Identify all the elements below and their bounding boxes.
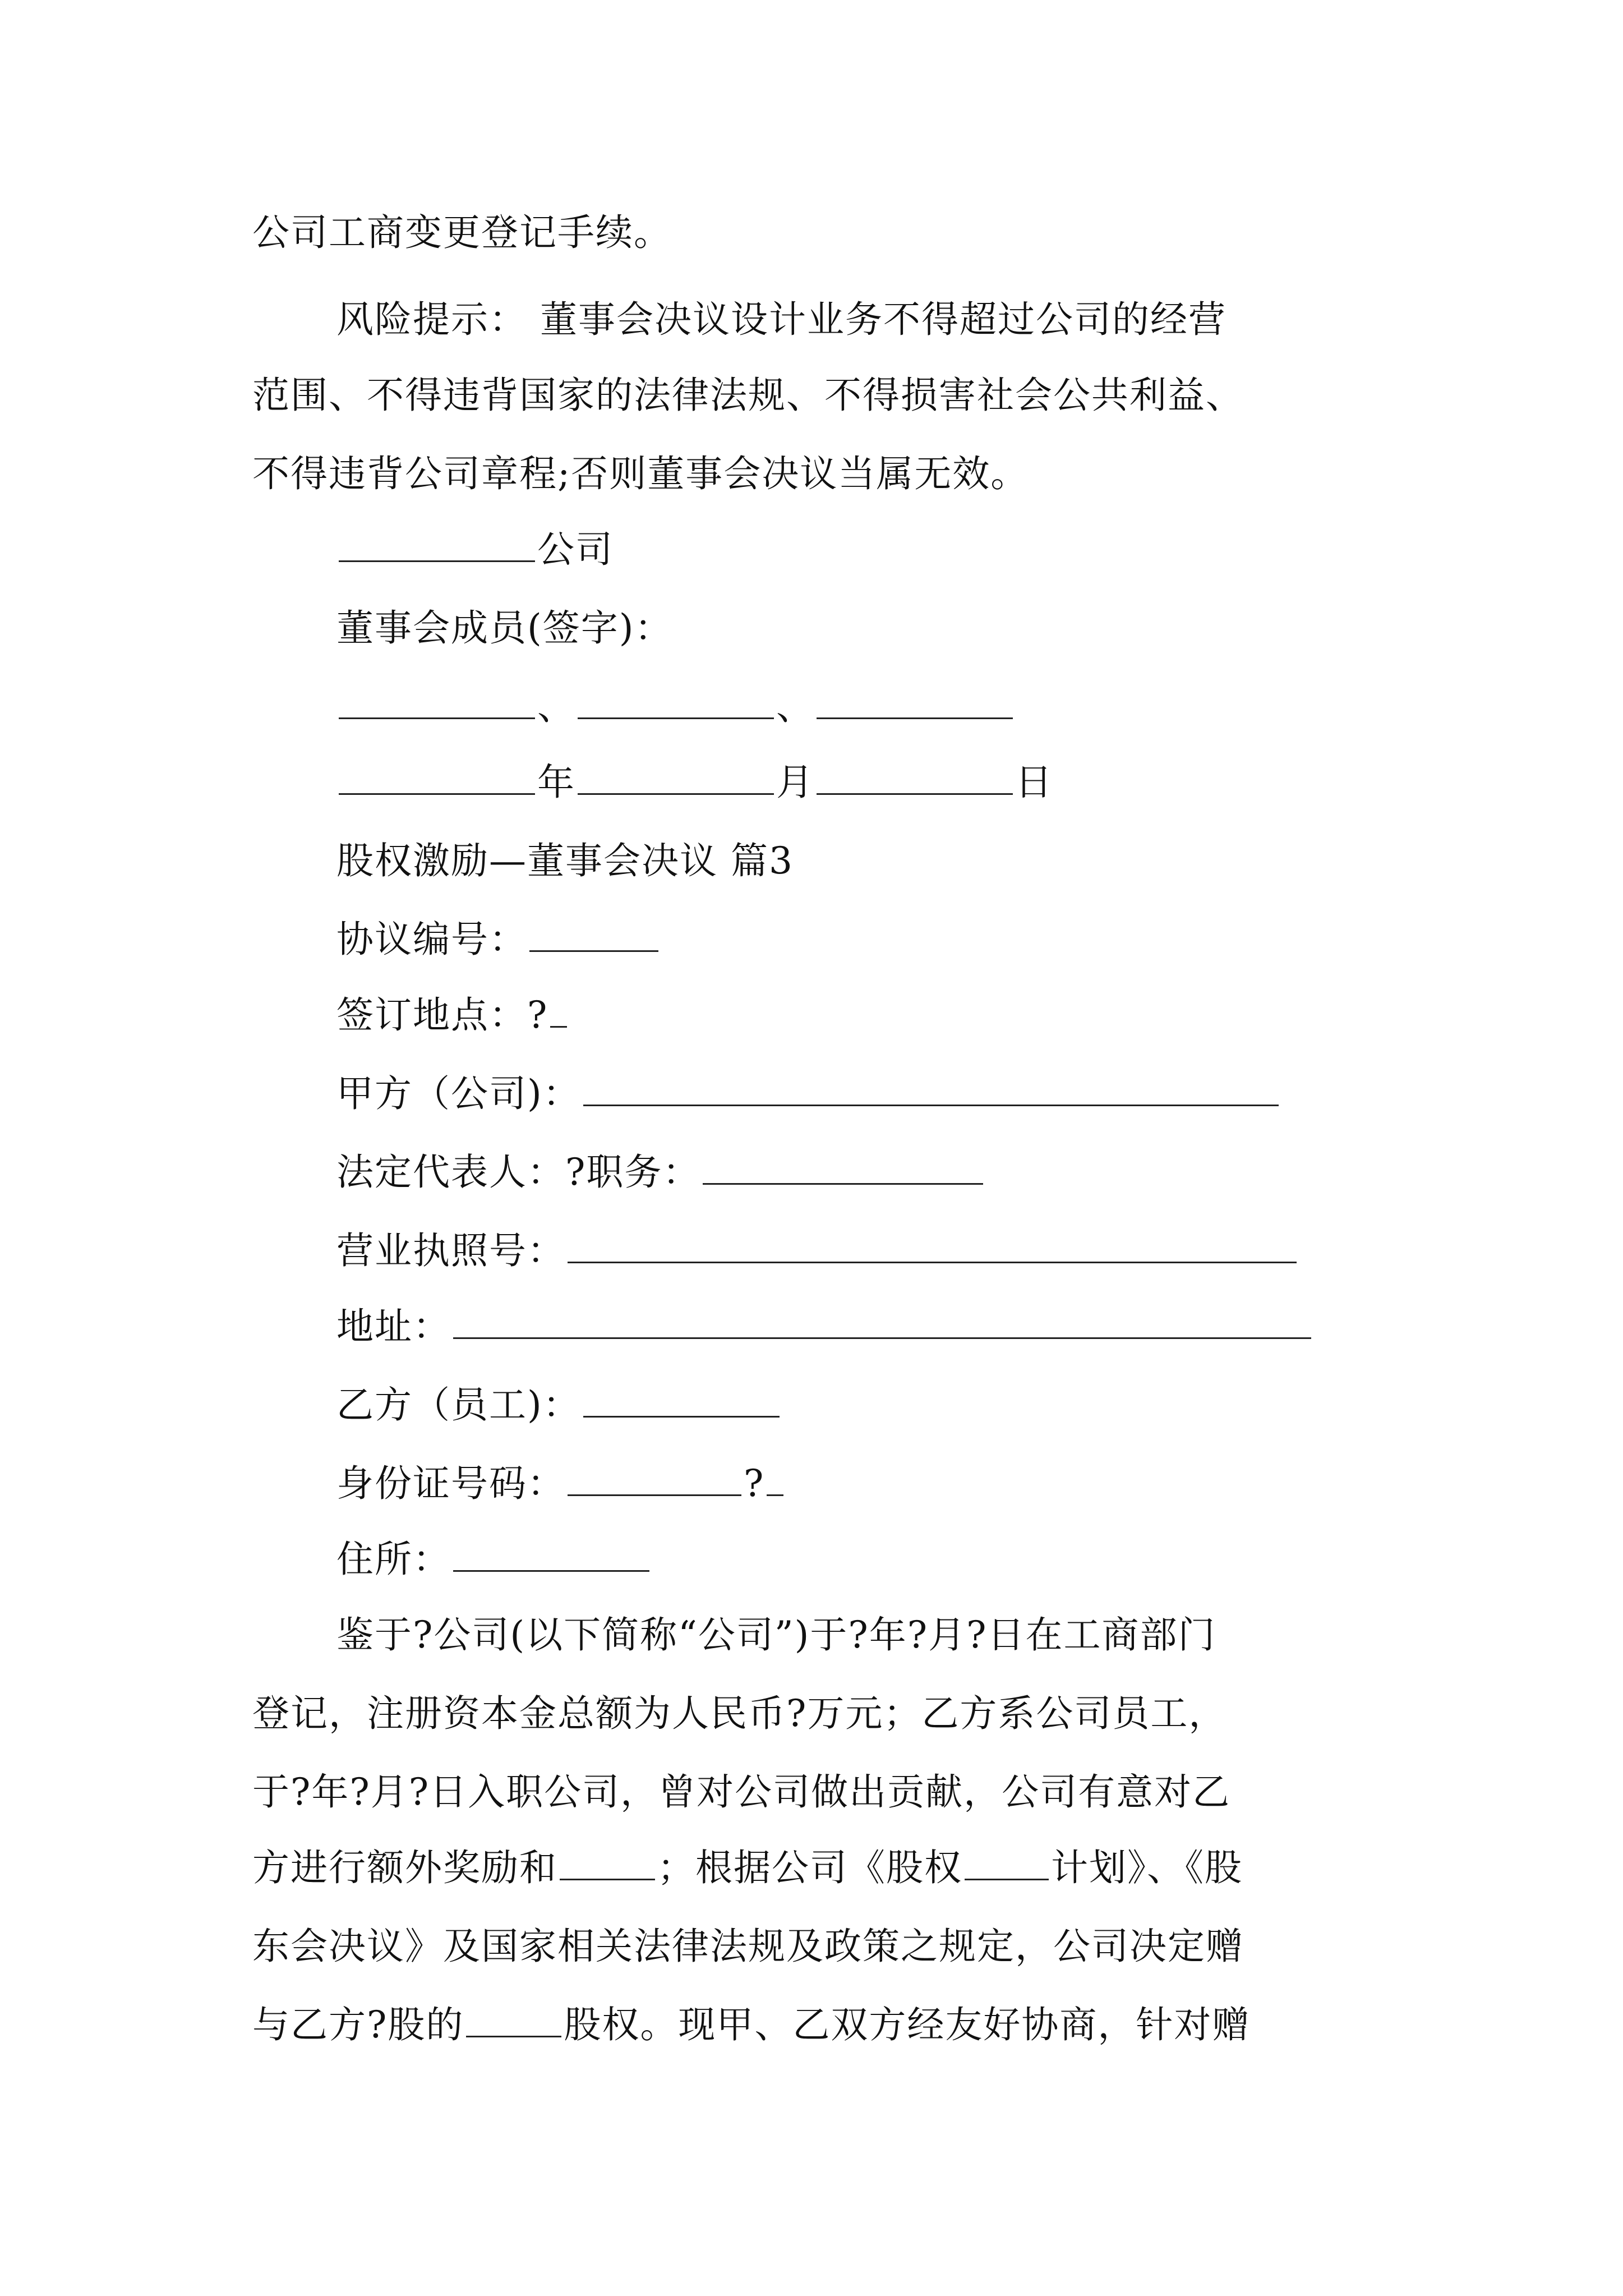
text: 股权。现甲、乙双方经友好协商，针对赠 — [564, 2003, 1251, 2046]
blank-line — [817, 686, 1013, 719]
blank-line — [529, 919, 658, 952]
license-line — [336, 1226, 1299, 1276]
text: ；根据公司《股权 — [657, 1846, 962, 1889]
paragraph-line — [252, 2000, 1250, 2050]
text: ? — [744, 1462, 765, 1505]
blank-line — [550, 995, 567, 1028]
paragraph-line — [252, 1688, 1227, 1739]
blank-line — [339, 686, 535, 719]
text: 计划》、《股 — [1051, 1846, 1243, 1889]
sign-place-line — [336, 990, 569, 1041]
agreement-no-line — [336, 914, 661, 965]
text: 月 — [776, 761, 814, 804]
text: 方进行额外奖励和 — [252, 1846, 557, 1889]
text: 身份证号码： — [336, 1462, 565, 1505]
text: 、 — [776, 685, 814, 728]
text: 董事会成员(签字)： — [336, 606, 673, 650]
text: 于?年?月?日入职公司，曾对公司做出贡献，公司有意对乙 — [252, 1770, 1231, 1814]
text: 风险提示： 董事会决议设计业务不得超过公司的经营 — [336, 298, 1227, 341]
residence-line — [336, 1534, 652, 1585]
blank-line — [568, 1230, 1297, 1263]
text: 乙方（员工)： — [336, 1383, 581, 1427]
text: 住所： — [336, 1538, 451, 1581]
text: 不得违背公司章程;否则董事会决议当属无效。 — [252, 452, 1029, 495]
blank-line — [583, 1384, 780, 1418]
blank-line — [560, 1847, 655, 1880]
signature-blanks — [336, 682, 1015, 732]
text: 地址： — [336, 1305, 451, 1348]
text: 年 — [537, 761, 575, 804]
text: 公司 — [537, 528, 614, 571]
date-line — [336, 757, 1053, 808]
blank-line — [703, 1152, 983, 1185]
text: 营业执照号： — [336, 1229, 565, 1272]
blank-line — [339, 529, 535, 562]
blank-line — [578, 686, 774, 719]
blank-line — [453, 1306, 1311, 1339]
blank-line — [767, 1463, 783, 1496]
text-line — [252, 370, 1244, 421]
blank-line — [817, 762, 1013, 795]
paragraph-line — [252, 1921, 1244, 1972]
text: 公司工商变更登记手续。 — [252, 211, 672, 254]
text: 范围、不得违背国家的法律法规、不得损害社会公共利益、 — [252, 374, 1244, 417]
blank-line — [339, 762, 535, 795]
blank-line — [965, 1847, 1049, 1880]
risk-tip-line — [336, 295, 1227, 345]
text: 与乙方?股的 — [252, 2003, 464, 2046]
id-no-line — [336, 1458, 786, 1509]
paragraph-line — [252, 1843, 1243, 1893]
party-b-line — [336, 1380, 782, 1430]
blank-line — [578, 762, 774, 795]
blank-line — [466, 2004, 561, 2037]
legal-rep-line — [336, 1147, 985, 1198]
text: 、 — [537, 685, 575, 728]
paragraph-line — [336, 1610, 1216, 1660]
company-line — [336, 524, 614, 575]
address-line — [336, 1301, 1313, 1352]
blank-line — [568, 1463, 741, 1496]
section-title — [336, 836, 794, 886]
text: 协议编号： — [336, 918, 527, 961]
text: 鉴于?公司(以下简称“公司”)于?年?月?日在工商部门 — [336, 1613, 1216, 1657]
text-line — [252, 449, 1029, 499]
text: 东会决议》及国家相关法律法规及政策之规定，公司决定赠 — [252, 1925, 1244, 1968]
text: 法定代表人：?职务： — [336, 1151, 701, 1194]
text: 股权激励—董事会决议 篇3 — [336, 839, 794, 882]
text-line — [252, 208, 672, 258]
blank-line — [583, 1073, 1279, 1106]
text: 甲方（公司)： — [336, 1072, 581, 1115]
text: 登记，注册资本金总额为人民币?万元；乙方系公司员工， — [252, 1692, 1227, 1735]
party-a-line — [336, 1069, 1281, 1119]
blank-line — [453, 1539, 649, 1572]
paragraph-line — [252, 1767, 1230, 1818]
text: 日 — [1015, 761, 1053, 804]
text: 签订地点：? — [336, 993, 548, 1037]
board-sign-line — [336, 603, 673, 654]
